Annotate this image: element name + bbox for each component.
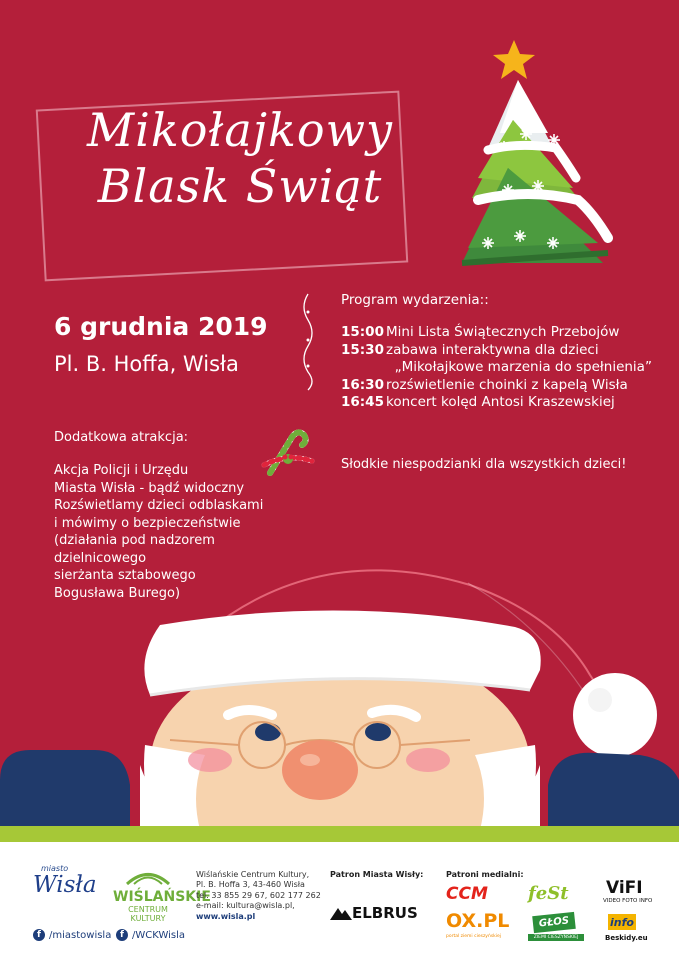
christmas-tree-icon (458, 38, 618, 273)
program-desc: zabawa interaktywna dla dzieci (386, 341, 599, 358)
contact-name: Wiślańskie Centrum Kultury, (196, 870, 310, 879)
program-time: 16:45 (341, 394, 384, 410)
oxpl-subtitle: portal ziemi cieszyńskiej (446, 934, 502, 939)
facebook-handle: /miastowisla (49, 929, 112, 941)
extra-line: dzielnicowego (54, 550, 147, 566)
extra-line: Rozświetlamy dzieci odblaskami (54, 498, 264, 513)
program-desc: rozświetlenie choinki z kapelą Wisła (386, 376, 628, 393)
oxpl-logo: OX.PL (446, 910, 510, 932)
contact-www[interactable]: www.wisla.pl (196, 911, 256, 921)
glos-subtitle: ZIEMI CIESZYŃSKIEJ (528, 934, 584, 941)
logo-miasto-wisla: Wisła (33, 872, 97, 898)
ornament-divider-icon (298, 292, 318, 392)
program-item (341, 359, 652, 377)
wck-logo-line2: CENTRUM KULTURY (128, 905, 168, 923)
contact-address: Pl. B. Hoffa 3, 43-460 Wisła (196, 880, 305, 890)
program-desc: Mini Lista Świątecznych Przebojów (386, 324, 620, 340)
ccm-logo: CCM (446, 884, 488, 904)
program-item (341, 324, 652, 342)
program-time (341, 359, 386, 377)
elbrus-logo (330, 904, 418, 922)
program-desc: koncert kolęd Antosi Kraszewskiej (386, 394, 615, 410)
facebook-icon: f (116, 929, 128, 941)
program-item (341, 394, 652, 412)
extra-line: Akcja Policji i Urzędu (54, 463, 189, 478)
wck-logo-line1: WIŚLAŃSKIE (113, 889, 211, 905)
candy-cane-icon (258, 425, 318, 480)
facebook-icon: f (33, 929, 45, 941)
wck-logo (113, 870, 211, 923)
contact-info (196, 870, 321, 922)
green-stripe (0, 826, 679, 842)
info-logo: info (608, 914, 636, 930)
event-place: Pl. B. Hoffa, Wisła (54, 352, 239, 376)
program-item (341, 377, 652, 395)
poster-title (60, 102, 420, 214)
program-time: 16:30 (341, 376, 384, 393)
elbrus-label: ELBRUS (352, 904, 418, 922)
extra-line: Bogusława Burego) (54, 585, 181, 601)
vifi-subtitle: VIDEO FOTO INFO (603, 898, 653, 904)
glos-logo: GŁOS (532, 912, 576, 933)
mountain-icon (330, 906, 352, 920)
media-heading: Patroni medialni: (446, 870, 524, 879)
footer (0, 842, 679, 960)
sweets-note: Słodkie niespodzianki dla wszystkich dzieci! (341, 457, 627, 472)
extra-line: (działania pod nadzorem (54, 533, 215, 548)
contact-phone: tel. 33 855 29 67, 602 177 262 (196, 890, 321, 900)
contact-email[interactable]: e-mail: kultura@wisla.pl, (196, 901, 295, 911)
program-item (341, 342, 652, 360)
title-line-2: Blask Świąt (97, 159, 383, 213)
beskidy-logo-text: Beskidy.eu (605, 934, 648, 942)
wck-arc-icon (123, 871, 173, 885)
facebook-link-wck[interactable] (116, 929, 185, 941)
program-time: 15:00 (341, 324, 384, 340)
vifi-logo: ViFI (606, 878, 643, 898)
program-time: 15:30 (341, 341, 384, 358)
facebook-link-miasto[interactable] (33, 929, 111, 941)
extra-line: sierżanta sztabowego (54, 568, 196, 583)
event-date: 6 grudnia 2019 (54, 312, 268, 341)
santa-claus-icon (0, 555, 679, 830)
fest-logo: feSt (528, 883, 569, 904)
patron-heading: Patron Miasta Wisły: (330, 870, 424, 879)
logo-miasto-small: miasto (41, 864, 69, 873)
program-heading: Program wydarzenia:: (341, 292, 489, 308)
facebook-handle: /WCKWisla (132, 929, 186, 941)
extra-line: i mówimy o bezpieczeństwie (54, 515, 241, 531)
extra-line: Miasta Wisła - bądź widoczny (54, 480, 245, 496)
program-desc: „Mikołajkowe marzenia do spełnienia” (386, 359, 652, 375)
miasto-wisla-logo (33, 864, 98, 897)
extra-heading: Dodatkowa atrakcja: (54, 430, 189, 445)
program-list (341, 324, 652, 412)
title-line-1: Mikołajkowy (87, 103, 393, 157)
